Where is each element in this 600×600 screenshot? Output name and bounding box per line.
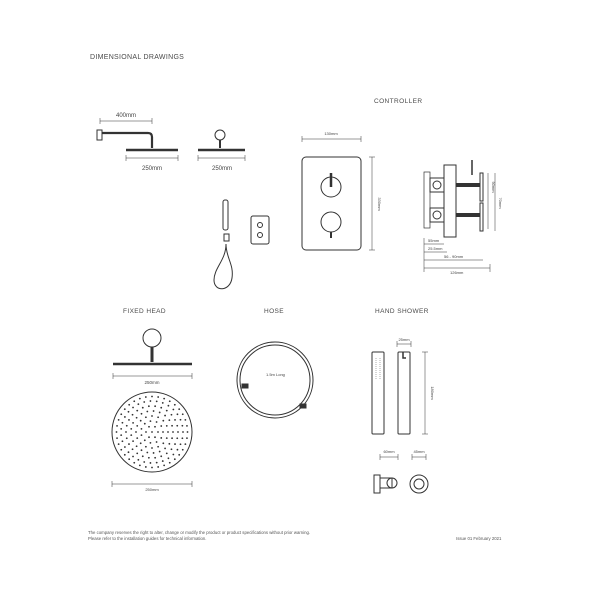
nozzle-dot	[141, 413, 143, 415]
nozzle-dot	[172, 431, 174, 433]
nozzle-dot	[120, 434, 122, 436]
nozzle-dot	[146, 452, 148, 454]
nozzle-dot	[166, 453, 168, 455]
nozzle-dot	[157, 431, 159, 433]
nozzle-dot	[120, 428, 122, 430]
dim-head-width-a: 250mm	[141, 166, 163, 172]
nozzle-dot	[151, 447, 153, 449]
nozzle-dot	[164, 415, 166, 417]
nozzle-dot	[171, 437, 173, 439]
page-title: DIMENSIONAL DRAWINGS	[90, 54, 185, 61]
nozzle-dot	[157, 446, 159, 448]
nozzle-dot	[182, 431, 184, 433]
dim-head-width-b: 250mm	[211, 166, 233, 172]
dim-controller-side-2: 70mm	[498, 197, 503, 209]
nozzle-dot	[156, 441, 158, 443]
nozzle-dot	[145, 396, 147, 398]
footer-disclaimer	[88, 530, 310, 542]
nozzle-dot	[180, 443, 182, 445]
nozzle-dot	[122, 422, 124, 424]
nozzle-dot	[132, 422, 134, 424]
nozzle-dot	[164, 448, 166, 450]
dim-controller-width: 130mm	[324, 131, 338, 136]
nozzle-dot	[176, 437, 178, 439]
nozzle-dot	[160, 425, 162, 427]
nozzle-dot	[174, 404, 176, 406]
nozzle-dot	[133, 462, 135, 464]
nozzle-dot	[151, 396, 153, 398]
nozzle-dot	[174, 443, 176, 445]
nozzle-dot	[162, 460, 164, 462]
nozzle-dot	[156, 400, 158, 402]
nozzle-dot	[126, 425, 128, 427]
nozzle-dot	[157, 466, 159, 468]
nozzle-dot	[120, 413, 122, 415]
nozzle-dot	[184, 443, 186, 445]
nozzle-dot	[160, 407, 162, 409]
nozzle-dot	[167, 431, 169, 433]
dim-bracket-a: 60mm	[383, 449, 395, 454]
nozzle-dot	[116, 437, 118, 439]
nozzle-dot	[159, 451, 161, 453]
controller-heading: CONTROLLER	[374, 98, 423, 105]
nozzle-dot	[136, 445, 138, 447]
nozzle-dot	[148, 436, 150, 438]
nozzle-dot	[168, 457, 170, 459]
nozzle-dot	[153, 452, 155, 454]
nozzle-dot	[132, 456, 134, 458]
nozzle-dot	[128, 443, 130, 445]
nozzle-dot	[141, 434, 143, 436]
footer-line-1: The company reserves the right to alter, change or modify the product or product specifications without prior warning.	[88, 530, 311, 535]
nozzle-dot	[166, 410, 168, 412]
dim-controller-height: 330mm	[377, 197, 382, 211]
nozzle-dot	[162, 402, 164, 404]
nozzle-dot	[126, 437, 128, 439]
dim-fixed-head-width: 250mm	[144, 380, 160, 385]
dim-controller-side-1: 90mm	[491, 181, 496, 193]
issue-date: Issue 01 February 2021	[456, 536, 502, 541]
nozzle-dot	[143, 461, 145, 463]
nozzle-dot	[186, 437, 188, 439]
dim-controller-depth-a: 55mm	[428, 238, 440, 243]
nozzle-dot	[145, 446, 147, 448]
nozzle-dot	[178, 454, 180, 456]
dim-bracket-b: 45mm	[413, 449, 425, 454]
nozzle-dot	[163, 464, 165, 466]
nozzle-dot	[139, 398, 141, 400]
overview-controller-drawing	[251, 216, 269, 244]
nozzle-dot	[154, 426, 156, 428]
nozzle-dot	[156, 421, 158, 423]
nozzle-dot	[154, 436, 156, 438]
nozzle-dot	[137, 459, 139, 461]
nozzle-dot	[151, 415, 153, 417]
hand-shower-front-drawing	[372, 352, 384, 434]
nozzle-dot	[145, 466, 147, 468]
nozzle-dot	[162, 420, 164, 422]
nozzle-dot	[154, 457, 156, 459]
nozzle-dot	[168, 419, 170, 421]
nozzle-dot	[132, 440, 134, 442]
nozzle-dot	[125, 431, 127, 433]
nozzle-dot	[174, 419, 176, 421]
nozzle-dot	[128, 404, 130, 406]
nozzle-dot	[150, 442, 152, 444]
nozzle-dot	[162, 442, 164, 444]
nozzle-dot	[148, 426, 150, 428]
dim-hose-length: 1.5m Long	[266, 372, 285, 377]
nozzle-dot	[182, 449, 184, 451]
nozzle-dot	[181, 437, 183, 439]
nozzle-dot	[180, 419, 182, 421]
overview-ceiling-drawing	[198, 130, 245, 161]
nozzle-dot	[163, 398, 165, 400]
nozzle-dot	[130, 434, 132, 436]
nozzle-dot	[128, 419, 130, 421]
fixed-head-heading: FIXED HEAD	[123, 308, 167, 315]
nozzle-dot	[137, 403, 139, 405]
nozzle-dot	[124, 454, 126, 456]
nozzle-dot	[116, 425, 118, 427]
nozzle-dot	[133, 400, 135, 402]
nozzle-dot	[182, 413, 184, 415]
nozzle-dot	[136, 417, 138, 419]
fixed-head-side-drawing	[113, 329, 192, 379]
nozzle-dot	[128, 458, 130, 460]
nozzle-dot	[144, 439, 146, 441]
nozzle-dot	[122, 440, 124, 442]
nozzle-dot	[168, 443, 170, 445]
nozzle-dot	[159, 412, 161, 414]
dim-shower-length: 180mm	[430, 386, 435, 400]
hand-shower-heading: HAND SHOWER	[375, 308, 429, 315]
dim-controller-depth-b: 25.5mm	[428, 246, 443, 251]
nozzle-dot	[157, 416, 159, 418]
dim-controller-depth-total: 126mm	[450, 270, 464, 275]
nozzle-dot	[172, 409, 174, 411]
nozzle-dot	[143, 401, 145, 403]
nozzle-dot	[160, 455, 162, 457]
nozzle-dot	[136, 453, 138, 455]
overview-arm-drawing	[97, 118, 178, 161]
nozzle-dot	[176, 425, 178, 427]
nozzle-dot	[162, 431, 164, 433]
fixed-head-face-drawing	[112, 392, 192, 487]
nozzle-dot	[186, 425, 188, 427]
nozzle-dot	[187, 431, 189, 433]
nozzle-dot	[132, 448, 134, 450]
nozzle-dot	[171, 414, 173, 416]
nozzle-dot	[148, 405, 150, 407]
hand-shower-side-drawing	[397, 341, 428, 434]
nozzle-dot	[132, 407, 134, 409]
nozzle-dot	[150, 420, 152, 422]
nozzle-dot	[142, 407, 144, 409]
nozzle-dot	[132, 414, 134, 416]
nozzle-dot	[153, 410, 155, 412]
controller-front-drawing	[302, 136, 375, 250]
nozzle-dot	[174, 458, 176, 460]
nozzle-dot	[128, 451, 130, 453]
nozzle-dot	[120, 449, 122, 451]
nozzle-dot	[156, 462, 158, 464]
dim-shower-width: 25mm	[398, 337, 410, 342]
nozzle-dot	[181, 425, 183, 427]
nozzle-dot	[166, 425, 168, 427]
nozzle-dot	[178, 408, 180, 410]
hose-heading: HOSE	[264, 308, 285, 315]
nozzle-dot	[160, 437, 162, 439]
overview-hand-shower-drawing	[214, 200, 232, 289]
nozzle-dot	[130, 428, 132, 430]
nozzle-dot	[124, 408, 126, 410]
nozzle-dot	[169, 400, 171, 402]
dim-controller-depth-c: 56 - 90mm	[444, 254, 464, 259]
nozzle-dot	[150, 400, 152, 402]
nozzle-dot	[166, 437, 168, 439]
nozzle-dot	[116, 431, 118, 433]
nozzle-dot	[139, 464, 141, 466]
nozzle-dot	[171, 425, 173, 427]
nozzle-dot	[142, 455, 144, 457]
nozzle-dot	[154, 405, 156, 407]
nozzle-dot	[172, 454, 174, 456]
nozzle-dot	[157, 396, 159, 398]
nozzle-dot	[136, 425, 138, 427]
nozzle-dot	[144, 423, 146, 425]
nozzle-dot	[177, 431, 179, 433]
shower-bracket-drawing	[374, 454, 428, 493]
dim-fixed-head-diameter: 250mm	[145, 487, 159, 492]
nozzle-dot	[145, 431, 147, 433]
nozzle-dot	[136, 437, 138, 439]
nozzle-dot	[177, 413, 179, 415]
nozzle-dot	[151, 467, 153, 469]
nozzle-dot	[168, 405, 170, 407]
nozzle-dot	[151, 431, 153, 433]
footer-line-2: Please refer to the installation guides for technical information.	[88, 536, 207, 541]
hose-drawing	[237, 342, 313, 418]
nozzle-dot	[141, 449, 143, 451]
nozzle-dot	[128, 411, 130, 413]
nozzle-dot	[146, 411, 148, 413]
nozzle-dot	[135, 431, 137, 433]
nozzle-dot	[145, 416, 147, 418]
nozzle-dot	[140, 420, 142, 422]
nozzle-dot	[118, 443, 120, 445]
nozzle-dot	[136, 410, 138, 412]
nozzle-dot	[118, 419, 120, 421]
nozzle-dot	[140, 442, 142, 444]
nozzle-dot	[184, 419, 186, 421]
nozzle-dot	[150, 462, 152, 464]
nozzle-dot	[171, 448, 173, 450]
dim-arm-length: 400mm	[115, 113, 137, 119]
nozzle-dot	[141, 428, 143, 430]
nozzle-dot	[177, 449, 179, 451]
nozzle-dot	[124, 446, 126, 448]
nozzle-dot	[124, 416, 126, 418]
nozzle-dot	[169, 462, 171, 464]
nozzle-dot	[148, 457, 150, 459]
